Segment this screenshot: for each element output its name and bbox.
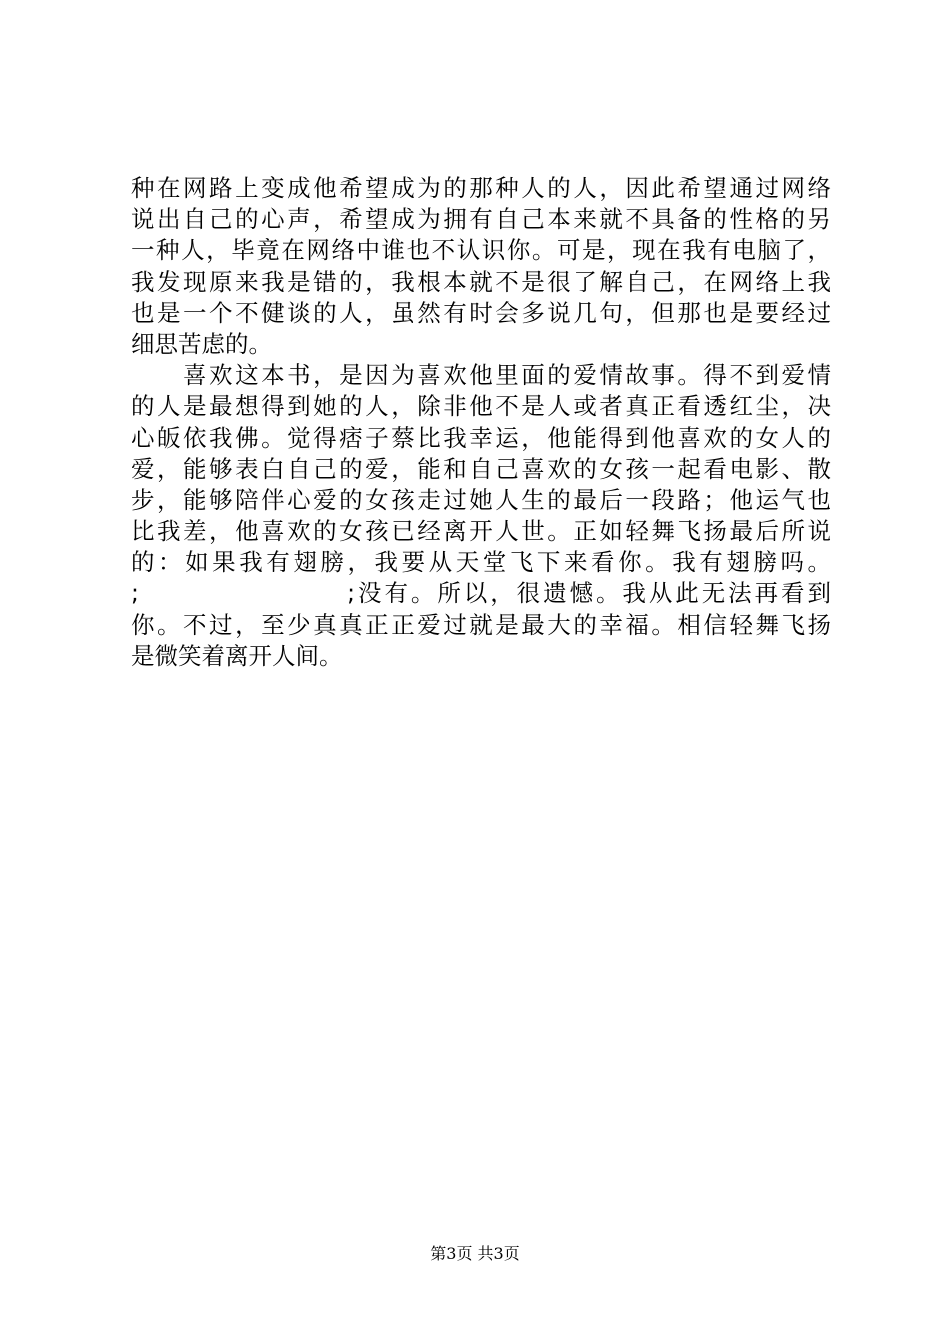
- paragraph-2-line: 步，能够陪伴心爱的女孩走过她人生的最后一段路；他运气也: [131, 485, 831, 514]
- paragraph-2-line: 的：如果我有翅膀，我要从天堂飞下来看你。我有翅膀吗。: [131, 548, 831, 577]
- paragraph-2-line: 是微笑着离开人间。: [131, 641, 343, 670]
- paragraph-1-line: 说出自己的心声，希望成为拥有自己本来就不具备的性格的另: [131, 205, 831, 234]
- paragraph-1-line: 一种人，毕竟在网络中谁也不认识你。可是，现在我有电脑了，: [131, 236, 831, 265]
- page-number-footer: 第3页 共3页: [430, 1244, 520, 1263]
- paragraph-2-line: 喜欢这本书，是因为喜欢他里面的爱情故事。得不到爱情: [131, 361, 831, 390]
- paragraph-2-line: 比我差，他喜欢的女孩已经离开人世。正如轻舞飞扬最后所说: [131, 517, 831, 546]
- body-text: [131, 173, 831, 672]
- paragraph-2-line: 爱，能够表白自己的爱，能和自己喜欢的女孩一起看电影、散: [131, 454, 831, 483]
- paragraph-1-line: 细思苦虑的。: [131, 329, 272, 358]
- paragraph-2-line: 的人是最想得到她的人，除非他不是人或者真正看透红尘，决: [131, 392, 831, 421]
- paragraph-2-line: 心皈依我佛。觉得痞子蔡比我幸运，他能得到他喜欢的女人的: [131, 423, 831, 452]
- paragraph-1-line: 也是一个不健谈的人，虽然有时会多说几句，但那也是要经过: [131, 298, 831, 327]
- paragraph-2-line: 你。不过，至少真真正正爱过就是最大的幸福。相信轻舞飞扬: [131, 610, 831, 639]
- paragraph-2-line: ; ;没有。所以，很遗憾。我从此无法再看到: [131, 579, 831, 608]
- paragraph-1-line: 种在网路上变成他希望成为的那种人的人，因此希望通过网络: [131, 174, 831, 202]
- paragraph-1-line: 我发现原来我是错的，我根本就不是很了解自己，在网络上我: [131, 267, 831, 296]
